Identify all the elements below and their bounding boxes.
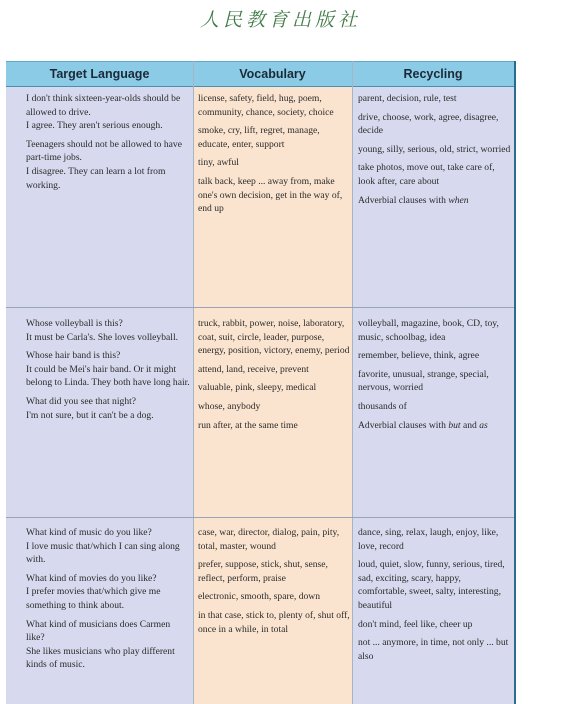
vocab-text: valuable, pink, sleepy, medical [198, 382, 317, 394]
recycling-text-italic: when [448, 194, 469, 206]
column-divider [193, 61, 194, 704]
header-target-language: Target Language [6, 61, 193, 87]
vocab-text: whose, anybody [198, 400, 261, 412]
row-3-recycling [358, 526, 512, 668]
recycling-text: not ... anymore, in time, not only ... but also [358, 637, 509, 662]
row-divider [6, 307, 514, 308]
vocab-text: electronic, smooth, spare, down [198, 591, 321, 603]
recycling-text-italic: as [479, 419, 488, 431]
column-divider [352, 61, 353, 704]
recycling-text: thousands of [358, 400, 407, 412]
vocab-text: truck, rabbit, power, noise, laboratory, coat, suit, circle, leader, purpose, energy, position, victory, enemy, period [198, 318, 350, 357]
target-text: What kind of musicians does Carmen like? She likes musicians who play different kinds of music. [26, 618, 175, 671]
recycling-text: young, silly, serious, old, strict, worried [358, 143, 511, 155]
recycling-text-part: Adverbial clauses with [358, 194, 449, 206]
recycling-text: dance, sing, relax, laugh, enjoy, like, love, record [358, 527, 499, 552]
recycling-text: favorite, unusual, strange, special, nervous, worried [358, 368, 489, 394]
recycling-text: drive, choose, work, agree, disagree, decide [358, 111, 499, 137]
vocab-text: tiny, awful [198, 157, 239, 169]
row-1-vocabulary [198, 92, 350, 221]
vocab-text: attend, land, receive, prevent [198, 363, 309, 375]
row-2-target-language [26, 317, 191, 427]
recycling-text: parent, decision, rule, test [358, 93, 457, 104]
target-text: I don't think sixteen-year-olds should be allowed to drive. I agree. They aren't serious enough. [26, 93, 181, 132]
header-recycling: Recycling [352, 61, 514, 87]
row-2-recycling [358, 317, 512, 437]
vocab-text: in that case, stick to, plenty of, shut off, once in a while, in total [198, 609, 350, 635]
target-text: Whose volleyball is this? It must be Carla's. She loves volleyball. [26, 318, 179, 343]
target-text: What kind of music do you like? I love music that/which I can sing along with. [26, 527, 180, 566]
target-text: Teenagers should not be allowed to have part-time jobs. I disagree. They can learn a lot from working. [26, 138, 182, 191]
vocab-text: case, war, director, dialog, pain, pity, total, master, wound [198, 527, 340, 552]
row-3-vocabulary [198, 526, 350, 641]
recycling-text-part: Adverbial clauses with [358, 419, 449, 431]
row-1-recycling [358, 92, 512, 212]
recycling-text-part: and [460, 419, 480, 431]
recycling-text-italic: but [448, 419, 461, 431]
recycling-text [358, 419, 512, 433]
target-text: Whose hair band is this? It could be Mei's hair band. Or it might belong to Linda. They both have long hair. [26, 350, 190, 389]
recycling-text: volleyball, magazine, book, CD, toy, music, schoolbag, idea [358, 318, 499, 343]
vocab-text: prefer, suppose, stick, shut, sense, reflect, perform, praise [198, 559, 328, 584]
vocab-text: talk back, keep ... away from, make one's own decision, get in the way of, end up [198, 175, 343, 215]
row-divider [6, 517, 514, 518]
row-3-target-language [26, 526, 191, 677]
vocab-text: license, safety, field, hug, poem, community, chance, society, choice [198, 93, 334, 118]
vocab-text: smoke, cry, lift, regret, manage, educate, enter, support [198, 125, 320, 150]
row-2-vocabulary [198, 317, 350, 437]
vocab-text: run after, at the same time [198, 419, 298, 431]
recycling-text [358, 194, 512, 208]
recycling-text: remember, believe, think, agree [358, 350, 480, 362]
recycling-text: loud, quiet, slow, funny, serious, tired, sad, exciting, scary, happy, comfortable, sweet, salty, interesting, beautiful [358, 559, 505, 611]
target-text: What kind of movies do you like? I prefer movies that/which give me something to think about. [26, 572, 161, 611]
target-text: What did you see that night? I'm not sure, but it can't be a dog. [26, 395, 154, 421]
recycling-text: don't mind, feel like, cheer up [358, 618, 473, 630]
row-1-target-language [26, 92, 191, 197]
header-vocabulary: Vocabulary [193, 61, 352, 87]
curriculum-table [6, 61, 516, 704]
publisher-logo: 人民教育出版社 [199, 9, 361, 31]
recycling-text: take photos, move out, take care of, look after, care about [358, 162, 495, 187]
